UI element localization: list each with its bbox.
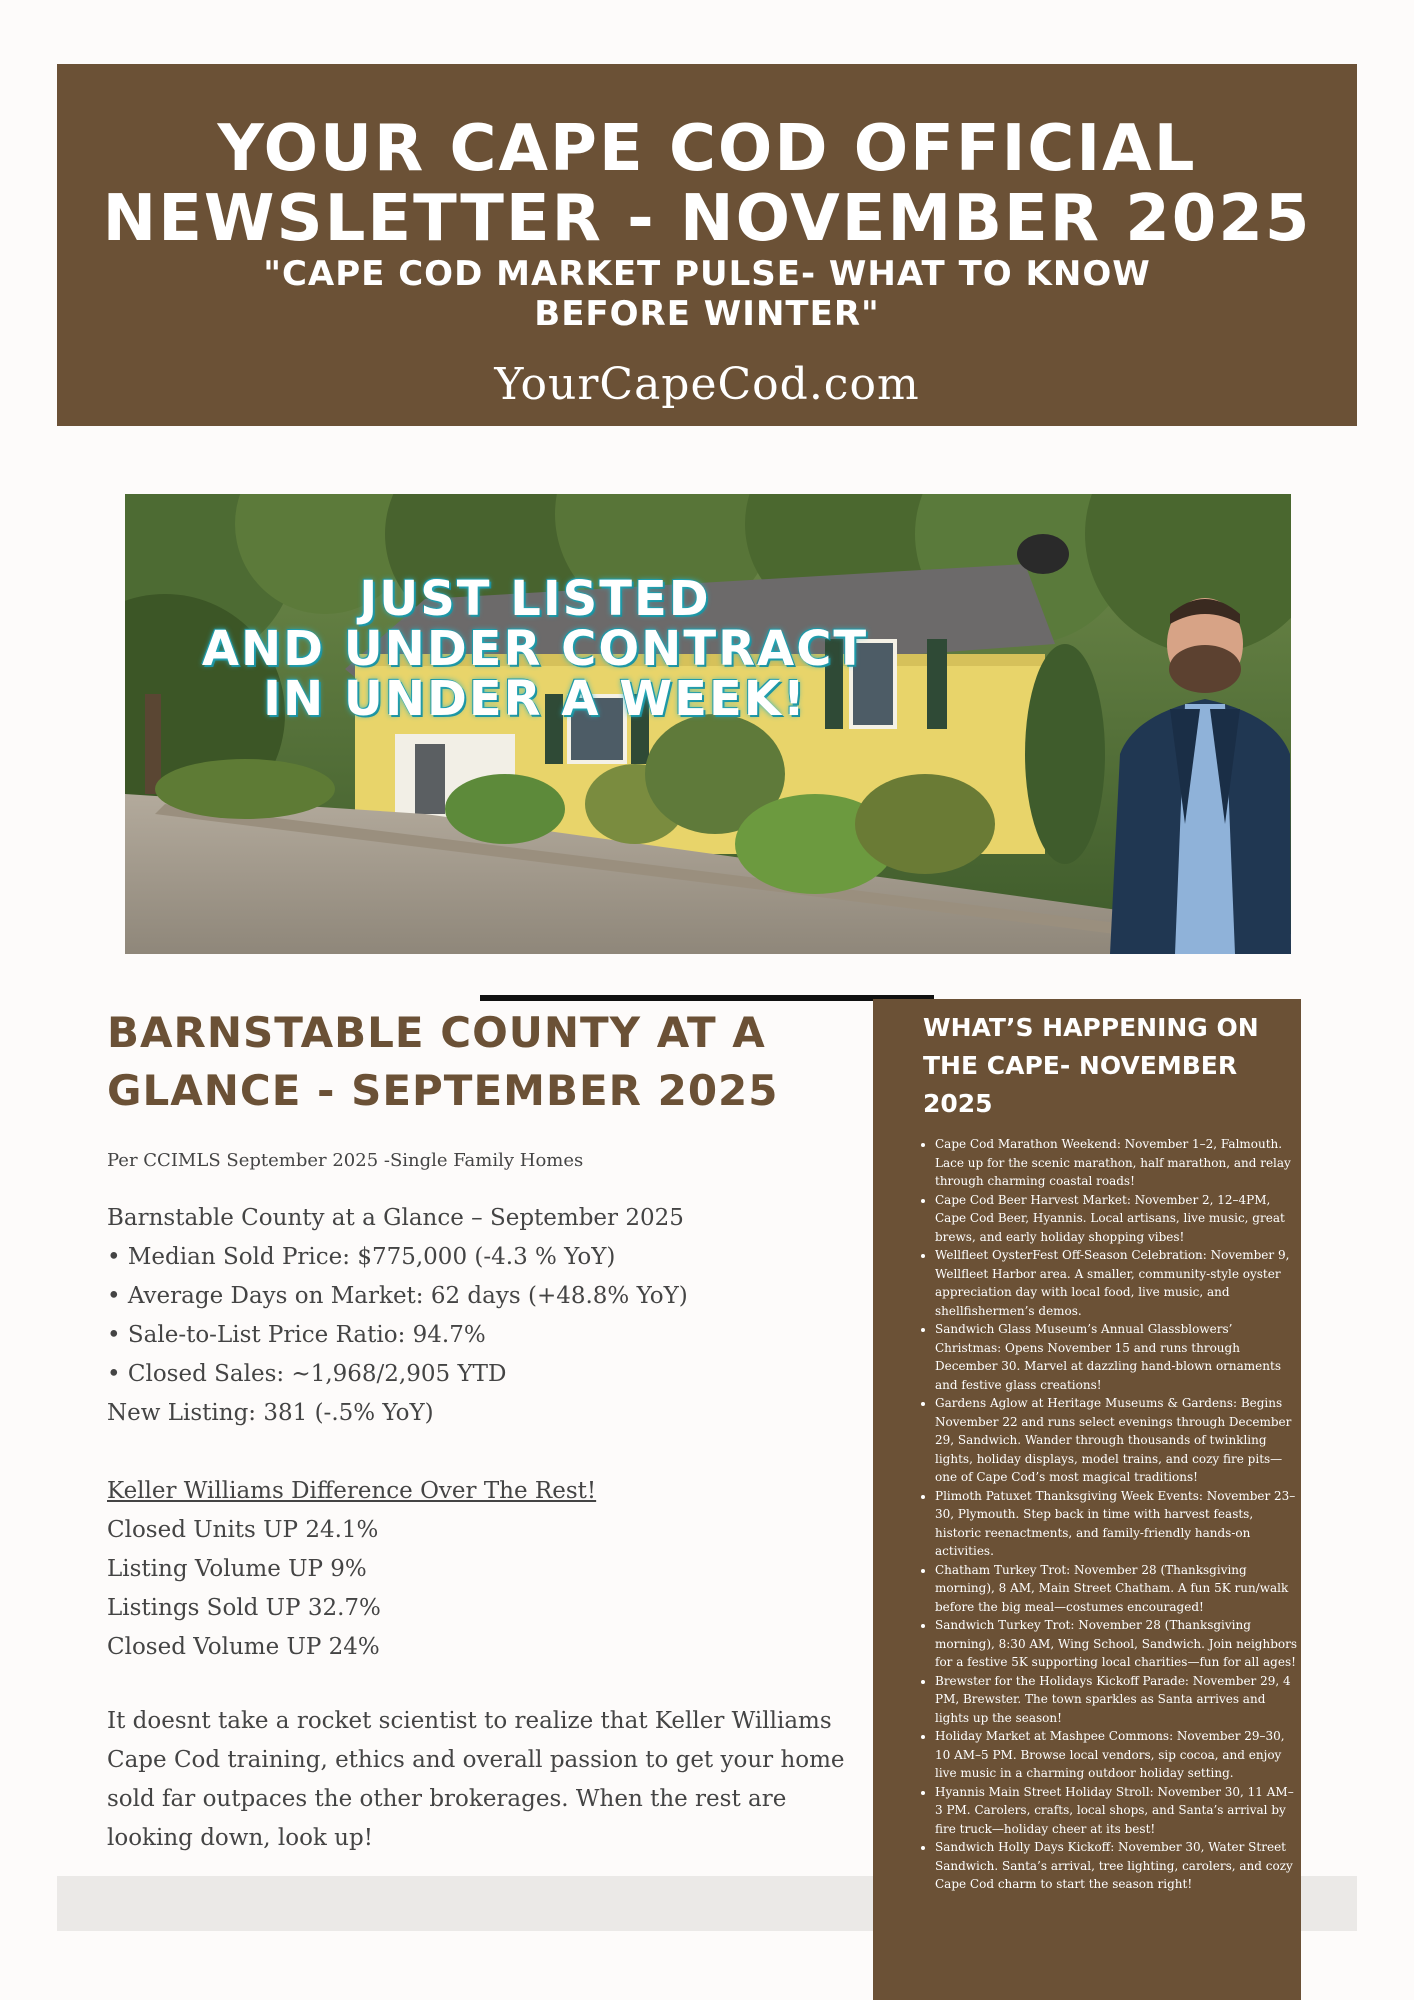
event-item: • Chatham Turkey Trot: November 28 (Thanksgiving morning), 8 AM, Main Street Chatham. A fun 5K run/walk before the big meal—costumes encouraged! [935, 1561, 1297, 1617]
event-item: • Cape Cod Marathon Weekend: November 1–2, Falmouth. Lace up for the scenic marathon, half marathon, and relay through charming coastal roads! [935, 1135, 1297, 1191]
stat-line: • Median Sold Price: $775,000 (-4.3 % YoY) [107, 1244, 616, 1270]
event-item: • Brewster for the Holidays Kickoff Parade: November 29, 4 PM, Brewster. The town sparkles as Santa arrives and lights up the season! [935, 1672, 1297, 1728]
events-list [921, 1135, 1297, 1894]
kw-stat-line: Listing Volume UP 9% [107, 1556, 367, 1582]
stat-line: New Listing: 381 (-.5% YoY) [107, 1400, 434, 1426]
kw-paragraph: It doesnt take a rocket scientist to realize that Keller Williams Cape Cod training, ethics and overall passion to get your home sold far outpaces the other brokerages. When the rest are looking down, look up! [107, 1708, 845, 1851]
section-divider [480, 995, 934, 1001]
stat-line: • Sale-to-List Price Ratio: 94.7% [107, 1322, 486, 1348]
kw-stat-line: Closed Units UP 24.1% [107, 1517, 379, 1543]
header-banner [57, 64, 1357, 426]
event-item: • Gardens Aglow at Heritage Museums & Gardens: Begins November 22 and runs select evenings through December 29, Sandwich. Wander through thousands of twinkling lights, holiday displays, model trains, and cozy fire pits—one of Cape Cod’s most magical traditions! [935, 1394, 1297, 1487]
market-section [107, 1004, 847, 1858]
kw-stat-line: Closed Volume UP 24% [107, 1634, 380, 1660]
event-item: • Wellfleet OysterFest Off-Season Celebration: November 9, Wellfleet Harbor area. A smaller, community-style oyster appreciation day with local food, live music, and shellfishermen’s demos. [935, 1246, 1297, 1320]
newsletter-title: YOUR CAPE COD OFFICIAL NEWSLETTER - NOVEMBER 2025 [102, 112, 1312, 256]
overlay-line-1: JUST LISTED [359, 571, 711, 627]
events-heading: WHAT’S HAPPENING ON THE CAPE- NOVEMBER 2025 [923, 1013, 1259, 1118]
website-link[interactable]: YourCapeCod.com [494, 359, 920, 410]
data-source-note: Per CCIMLS September 2025 -Single Family Homes [107, 1150, 584, 1171]
stat-line: Barnstable County at a Glance – September 2025 [107, 1205, 684, 1231]
events-sidebar [873, 999, 1301, 2000]
overlay-line-2: AND UNDER CONTRACT [201, 621, 869, 677]
kw-stat-line: Listings Sold UP 32.7% [107, 1595, 381, 1621]
stat-line: • Closed Sales: ~1,968/2,905 YTD [107, 1361, 507, 1387]
stat-line: • Average Days on Market: 62 days (+48.8% YoY) [107, 1283, 688, 1309]
kw-difference-title: Keller Williams Difference Over The Rest! [107, 1478, 597, 1504]
event-item: • Sandwich Glass Museum’s Annual Glassblowers’ Christmas: Opens November 15 and runs through December 30. Marvel at dazzling hand-blown ornaments and festive glass creations! [935, 1320, 1297, 1394]
market-heading: BARNSTABLE COUNTY AT A GLANCE - SEPTEMBER 2025 [107, 1008, 779, 1115]
event-item: • Plimoth Patuxet Thanksgiving Week Events: November 23–30, Plymouth. Step back in time with harvest feasts, historic reenactments, and family-friendly hands-on activities. [935, 1487, 1297, 1561]
event-item: • Sandwich Turkey Trot: November 28 (Thanksgiving morning), 8:30 AM, Wing School, Sandwich. Join neighbors for a festive 5K supporting local charities—fun for all ages! [935, 1616, 1297, 1672]
hero-photo [125, 494, 1291, 954]
overlay-line-3: IN UNDER A WEEK! [263, 671, 807, 727]
market-stats-list [107, 1199, 847, 1667]
hero-overlay-text [155, 571, 915, 727]
event-item: • Holiday Market at Mashpee Commons: November 29–30, 10 AM–5 PM. Browse local vendors, sip cocoa, and enjoy live music in a charming outdoor holiday setting. [935, 1727, 1297, 1783]
event-item: • Sandwich Holly Days Kickoff: November 30, Water Street Sandwich. Santa’s arrival, tree lighting, carolers, and cozy Cape Cod charm to start the season right! [935, 1838, 1297, 1894]
event-item: • Hyannis Main Street Holiday Stroll: November 30, 11 AM–3 PM. Carolers, crafts, local shops, and Santa’s arrival by fire truck—holiday cheer at its best! [935, 1783, 1297, 1839]
newsletter-subtitle: "CAPE COD MARKET PULSE- WHAT TO KNOW BEFORE WINTER" [263, 254, 1151, 334]
event-item: • Cape Cod Beer Harvest Market: November 2, 12–4PM, Cape Cod Beer, Hyannis. Local artisans, live music, great brews, and early holiday shopping vibes! [935, 1191, 1297, 1247]
